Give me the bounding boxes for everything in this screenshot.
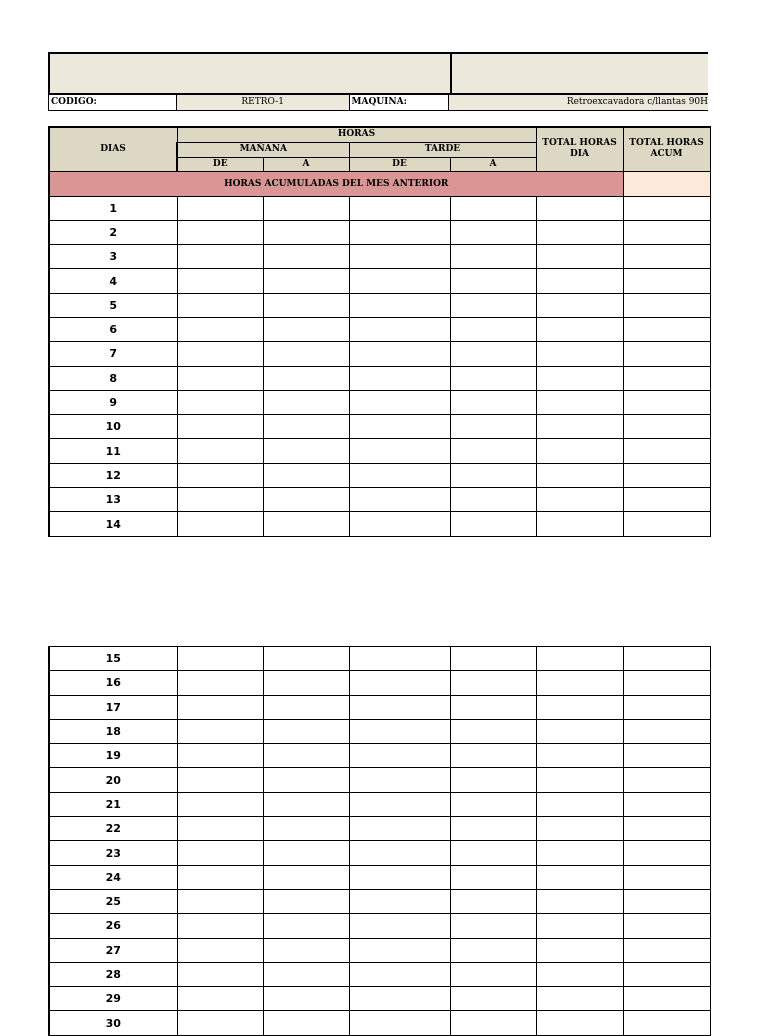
total-dia-cell[interactable] <box>536 512 623 536</box>
manana-de-cell[interactable] <box>177 415 263 439</box>
accumulated-row <box>49 171 710 196</box>
machine-info-row <box>48 95 708 111</box>
tarde-a-cell[interactable] <box>450 719 536 743</box>
table-row <box>49 938 710 962</box>
manana-de-cell[interactable] <box>177 390 263 414</box>
tarde-a-cell[interactable] <box>450 245 536 269</box>
manana-de-cell[interactable] <box>177 245 263 269</box>
manana-a-cell[interactable] <box>263 938 349 962</box>
table-row <box>49 962 710 986</box>
tarde-de-cell[interactable] <box>349 938 450 962</box>
tarde-a-cell[interactable] <box>450 269 536 293</box>
total-acum-cell[interactable] <box>623 488 710 512</box>
total-acum-cell[interactable] <box>623 987 710 1011</box>
total-dia-cell[interactable] <box>536 987 623 1011</box>
tarde-de-cell[interactable] <box>349 415 450 439</box>
table-row <box>49 463 710 487</box>
manana-de-cell[interactable] <box>177 695 263 719</box>
table-row <box>49 317 710 341</box>
total-dia-cell[interactable] <box>536 865 623 889</box>
total-acum-cell[interactable] <box>623 792 710 816</box>
manana-de-cell[interactable] <box>177 342 263 366</box>
table-row <box>49 889 710 913</box>
day-number: 28 <box>49 962 177 986</box>
manana-de-cell[interactable] <box>177 987 263 1011</box>
table-row <box>49 342 710 366</box>
manana-de-cell[interactable] <box>177 269 263 293</box>
table-row <box>49 220 710 244</box>
tarde-de-cell[interactable] <box>349 1011 450 1035</box>
manana-a-cell[interactable] <box>263 488 349 512</box>
tarde-de-cell[interactable] <box>349 865 450 889</box>
codigo-label: CODIGO: <box>49 95 177 110</box>
manana-a-cell[interactable] <box>263 390 349 414</box>
col-header-total-dia: TOTAL HORAS DIA <box>536 127 623 171</box>
tarde-de-cell[interactable] <box>349 671 450 695</box>
manana-de-cell[interactable] <box>177 1011 263 1035</box>
manana-a-cell[interactable] <box>263 366 349 390</box>
accumulated-label: HORAS ACUMULADAS DEL MES ANTERIOR <box>49 171 623 196</box>
total-acum-cell[interactable] <box>623 865 710 889</box>
col-header-dias: DIAS <box>49 127 177 171</box>
table-row <box>49 792 710 816</box>
manana-de-cell[interactable] <box>177 647 263 671</box>
header-banner-right <box>452 54 708 93</box>
tarde-a-cell[interactable] <box>450 293 536 317</box>
total-acum-cell[interactable] <box>623 841 710 865</box>
tarde-de-cell[interactable] <box>349 719 450 743</box>
day-number: 11 <box>49 439 177 463</box>
manana-a-cell[interactable] <box>263 987 349 1011</box>
total-dia-cell[interactable] <box>536 841 623 865</box>
tarde-a-cell[interactable] <box>450 987 536 1011</box>
manana-a-cell[interactable] <box>263 317 349 341</box>
tarde-de-cell[interactable] <box>349 792 450 816</box>
total-acum-cell[interactable] <box>623 889 710 913</box>
tarde-de-cell[interactable] <box>349 841 450 865</box>
tarde-a-cell[interactable] <box>450 647 536 671</box>
day-number: 12 <box>49 463 177 487</box>
tarde-de-cell[interactable] <box>349 269 450 293</box>
hours-table-bottom <box>48 646 711 1036</box>
total-acum-cell[interactable] <box>623 817 710 841</box>
tarde-de-cell[interactable] <box>349 245 450 269</box>
table-row <box>49 817 710 841</box>
day-number: 16 <box>49 671 177 695</box>
total-dia-cell[interactable] <box>536 366 623 390</box>
manana-a-cell[interactable] <box>263 269 349 293</box>
manana-a-cell[interactable] <box>263 439 349 463</box>
col-header-manana-a: A <box>263 157 349 171</box>
day-number: 26 <box>49 914 177 938</box>
manana-a-cell[interactable] <box>263 695 349 719</box>
total-acum-cell[interactable] <box>623 366 710 390</box>
total-acum-cell[interactable] <box>623 220 710 244</box>
manana-a-cell[interactable] <box>263 196 349 220</box>
manana-a-cell[interactable] <box>263 841 349 865</box>
manana-a-cell[interactable] <box>263 671 349 695</box>
tarde-a-cell[interactable] <box>450 792 536 816</box>
day-number: 3 <box>49 245 177 269</box>
tarde-de-cell[interactable] <box>349 512 450 536</box>
table-row <box>49 914 710 938</box>
day-number: 21 <box>49 792 177 816</box>
manana-de-cell[interactable] <box>177 317 263 341</box>
manana-de-cell[interactable] <box>177 768 263 792</box>
tarde-de-cell[interactable] <box>349 439 450 463</box>
manana-a-cell[interactable] <box>263 962 349 986</box>
tarde-a-cell[interactable] <box>450 768 536 792</box>
total-acum-cell[interactable] <box>623 245 710 269</box>
table-row <box>49 719 710 743</box>
total-dia-cell[interactable] <box>536 317 623 341</box>
manana-de-cell[interactable] <box>177 488 263 512</box>
manana-a-cell[interactable] <box>263 415 349 439</box>
table-row <box>49 671 710 695</box>
tarde-de-cell[interactable] <box>349 889 450 913</box>
tarde-a-cell[interactable] <box>450 744 536 768</box>
total-dia-cell[interactable] <box>536 463 623 487</box>
total-acum-cell[interactable] <box>623 1011 710 1035</box>
table-row <box>49 865 710 889</box>
tarde-a-cell[interactable] <box>450 439 536 463</box>
tarde-a-cell[interactable] <box>450 196 536 220</box>
day-number: 22 <box>49 817 177 841</box>
day-number: 8 <box>49 366 177 390</box>
day-number: 27 <box>49 938 177 962</box>
total-acum-cell[interactable] <box>623 938 710 962</box>
manana-a-cell[interactable] <box>263 914 349 938</box>
tarde-de-cell[interactable] <box>349 962 450 986</box>
total-dia-cell[interactable] <box>536 269 623 293</box>
tarde-de-cell[interactable] <box>349 293 450 317</box>
total-acum-cell[interactable] <box>623 390 710 414</box>
total-dia-cell[interactable] <box>536 792 623 816</box>
total-acum-cell[interactable] <box>623 293 710 317</box>
total-acum-cell[interactable] <box>623 512 710 536</box>
total-dia-cell[interactable] <box>536 744 623 768</box>
tarde-de-cell[interactable] <box>349 914 450 938</box>
tarde-a-cell[interactable] <box>450 1011 536 1035</box>
tarde-de-cell[interactable] <box>349 744 450 768</box>
manana-de-cell[interactable] <box>177 719 263 743</box>
manana-a-cell[interactable] <box>263 245 349 269</box>
total-acum-cell[interactable] <box>623 342 710 366</box>
tarde-de-cell[interactable] <box>349 390 450 414</box>
table-row <box>49 488 710 512</box>
day-number: 9 <box>49 390 177 414</box>
col-header-tarde: TARDE <box>349 142 536 157</box>
day-number: 20 <box>49 768 177 792</box>
tarde-a-cell[interactable] <box>450 463 536 487</box>
tarde-de-cell[interactable] <box>349 220 450 244</box>
col-header-manana: MAÑANA <box>177 142 349 157</box>
tarde-de-cell[interactable] <box>349 366 450 390</box>
manana-a-cell[interactable] <box>263 792 349 816</box>
manana-de-cell[interactable] <box>177 293 263 317</box>
day-number: 13 <box>49 488 177 512</box>
col-header-horas: HORAS <box>177 127 536 142</box>
manana-de-cell[interactable] <box>177 366 263 390</box>
sheet-header <box>48 52 708 111</box>
manana-de-cell[interactable] <box>177 512 263 536</box>
tarde-a-cell[interactable] <box>450 366 536 390</box>
maquina-label: MAQUINA: <box>350 95 450 110</box>
total-dia-cell[interactable] <box>536 488 623 512</box>
total-dia-cell[interactable] <box>536 938 623 962</box>
day-number: 15 <box>49 647 177 671</box>
tarde-de-cell[interactable] <box>349 488 450 512</box>
header-banner <box>48 52 708 95</box>
tarde-a-cell[interactable] <box>450 415 536 439</box>
total-acum-cell[interactable] <box>623 768 710 792</box>
total-dia-cell[interactable] <box>536 439 623 463</box>
table-row <box>49 512 710 536</box>
total-acum-cell[interactable] <box>623 914 710 938</box>
tarde-de-cell[interactable] <box>349 817 450 841</box>
manana-de-cell[interactable] <box>177 792 263 816</box>
tarde-a-cell[interactable] <box>450 865 536 889</box>
col-header-manana-de: DE <box>177 157 263 171</box>
tarde-a-cell[interactable] <box>450 671 536 695</box>
accumulated-value-cell[interactable] <box>623 171 710 196</box>
total-dia-cell[interactable] <box>536 220 623 244</box>
manana-de-cell[interactable] <box>177 439 263 463</box>
day-number: 7 <box>49 342 177 366</box>
manana-de-cell[interactable] <box>177 671 263 695</box>
total-dia-cell[interactable] <box>536 293 623 317</box>
tarde-de-cell[interactable] <box>349 987 450 1011</box>
table-row <box>49 245 710 269</box>
table-row <box>49 366 710 390</box>
manana-a-cell[interactable] <box>263 342 349 366</box>
tarde-a-cell[interactable] <box>450 914 536 938</box>
day-number: 10 <box>49 415 177 439</box>
total-dia-cell[interactable] <box>536 889 623 913</box>
total-acum-cell[interactable] <box>623 695 710 719</box>
header-banner-left <box>50 54 452 93</box>
manana-a-cell[interactable] <box>263 647 349 671</box>
day-number: 14 <box>49 512 177 536</box>
total-dia-cell[interactable] <box>536 719 623 743</box>
table-row <box>49 439 710 463</box>
tarde-de-cell[interactable] <box>349 647 450 671</box>
manana-a-cell[interactable] <box>263 865 349 889</box>
manana-de-cell[interactable] <box>177 938 263 962</box>
total-acum-cell[interactable] <box>623 647 710 671</box>
total-dia-cell[interactable] <box>536 415 623 439</box>
day-number: 29 <box>49 987 177 1011</box>
tarde-a-cell[interactable] <box>450 695 536 719</box>
total-dia-cell[interactable] <box>536 245 623 269</box>
table-row <box>49 415 710 439</box>
table-row <box>49 695 710 719</box>
manana-de-cell[interactable] <box>177 196 263 220</box>
table-row <box>49 269 710 293</box>
tarde-a-cell[interactable] <box>450 390 536 414</box>
total-acum-cell[interactable] <box>623 317 710 341</box>
manana-de-cell[interactable] <box>177 841 263 865</box>
total-dia-cell[interactable] <box>536 342 623 366</box>
tarde-a-cell[interactable] <box>450 817 536 841</box>
tarde-a-cell[interactable] <box>450 488 536 512</box>
manana-de-cell[interactable] <box>177 865 263 889</box>
table-row <box>49 744 710 768</box>
day-number: 25 <box>49 889 177 913</box>
col-header-tarde-de: DE <box>349 157 450 171</box>
manana-a-cell[interactable] <box>263 744 349 768</box>
tarde-de-cell[interactable] <box>349 695 450 719</box>
day-number: 30 <box>49 1011 177 1035</box>
total-acum-cell[interactable] <box>623 671 710 695</box>
total-dia-cell[interactable] <box>536 962 623 986</box>
day-number: 2 <box>49 220 177 244</box>
total-acum-cell[interactable] <box>623 463 710 487</box>
tarde-de-cell[interactable] <box>349 342 450 366</box>
tarde-de-cell[interactable] <box>349 196 450 220</box>
total-acum-cell[interactable] <box>623 415 710 439</box>
table-row <box>49 768 710 792</box>
manana-de-cell[interactable] <box>177 914 263 938</box>
table-row <box>49 987 710 1011</box>
tarde-de-cell[interactable] <box>349 768 450 792</box>
col-header-tarde-a: A <box>450 157 536 171</box>
manana-de-cell[interactable] <box>177 744 263 768</box>
tarde-a-cell[interactable] <box>450 841 536 865</box>
tarde-a-cell[interactable] <box>450 342 536 366</box>
manana-a-cell[interactable] <box>263 889 349 913</box>
table-row <box>49 293 710 317</box>
total-dia-cell[interactable] <box>536 768 623 792</box>
day-number: 19 <box>49 744 177 768</box>
manana-a-cell[interactable] <box>263 1011 349 1035</box>
total-acum-cell[interactable] <box>623 719 710 743</box>
table-row <box>49 1011 710 1035</box>
day-number: 5 <box>49 293 177 317</box>
codigo-value[interactable]: RETRO-1 <box>177 95 350 110</box>
manana-de-cell[interactable] <box>177 962 263 986</box>
total-acum-cell[interactable] <box>623 269 710 293</box>
total-acum-cell[interactable] <box>623 744 710 768</box>
total-dia-cell[interactable] <box>536 390 623 414</box>
manana-a-cell[interactable] <box>263 817 349 841</box>
maquina-value[interactable]: Retroexcavadora c/llantas 90H <box>449 95 708 110</box>
total-dia-cell[interactable] <box>536 196 623 220</box>
tarde-a-cell[interactable] <box>450 889 536 913</box>
manana-a-cell[interactable] <box>263 293 349 317</box>
table-row <box>49 841 710 865</box>
day-number: 23 <box>49 841 177 865</box>
total-dia-cell[interactable] <box>536 817 623 841</box>
total-acum-cell[interactable] <box>623 196 710 220</box>
table-row <box>49 196 710 220</box>
table-row <box>49 647 710 671</box>
total-dia-cell[interactable] <box>536 914 623 938</box>
day-number: 6 <box>49 317 177 341</box>
total-dia-cell[interactable] <box>536 647 623 671</box>
table-row <box>49 390 710 414</box>
total-dia-cell[interactable] <box>536 671 623 695</box>
tarde-a-cell[interactable] <box>450 220 536 244</box>
day-number: 18 <box>49 719 177 743</box>
manana-a-cell[interactable] <box>263 719 349 743</box>
manana-de-cell[interactable] <box>177 463 263 487</box>
manana-a-cell[interactable] <box>263 512 349 536</box>
col-header-total-acum: TOTAL HORAS ACUM <box>623 127 710 171</box>
total-acum-cell[interactable] <box>623 439 710 463</box>
tarde-a-cell[interactable] <box>450 938 536 962</box>
manana-de-cell[interactable] <box>177 817 263 841</box>
day-number: 1 <box>49 196 177 220</box>
tarde-de-cell[interactable] <box>349 317 450 341</box>
manana-a-cell[interactable] <box>263 463 349 487</box>
total-dia-cell[interactable] <box>536 1011 623 1035</box>
manana-de-cell[interactable] <box>177 220 263 244</box>
total-acum-cell[interactable] <box>623 962 710 986</box>
hours-table-top <box>48 126 711 537</box>
tarde-a-cell[interactable] <box>450 317 536 341</box>
manana-de-cell[interactable] <box>177 889 263 913</box>
total-dia-cell[interactable] <box>536 695 623 719</box>
day-number: 17 <box>49 695 177 719</box>
manana-a-cell[interactable] <box>263 768 349 792</box>
day-number: 24 <box>49 865 177 889</box>
tarde-de-cell[interactable] <box>349 463 450 487</box>
day-number: 4 <box>49 269 177 293</box>
manana-a-cell[interactable] <box>263 220 349 244</box>
tarde-a-cell[interactable] <box>450 512 536 536</box>
tarde-a-cell[interactable] <box>450 962 536 986</box>
